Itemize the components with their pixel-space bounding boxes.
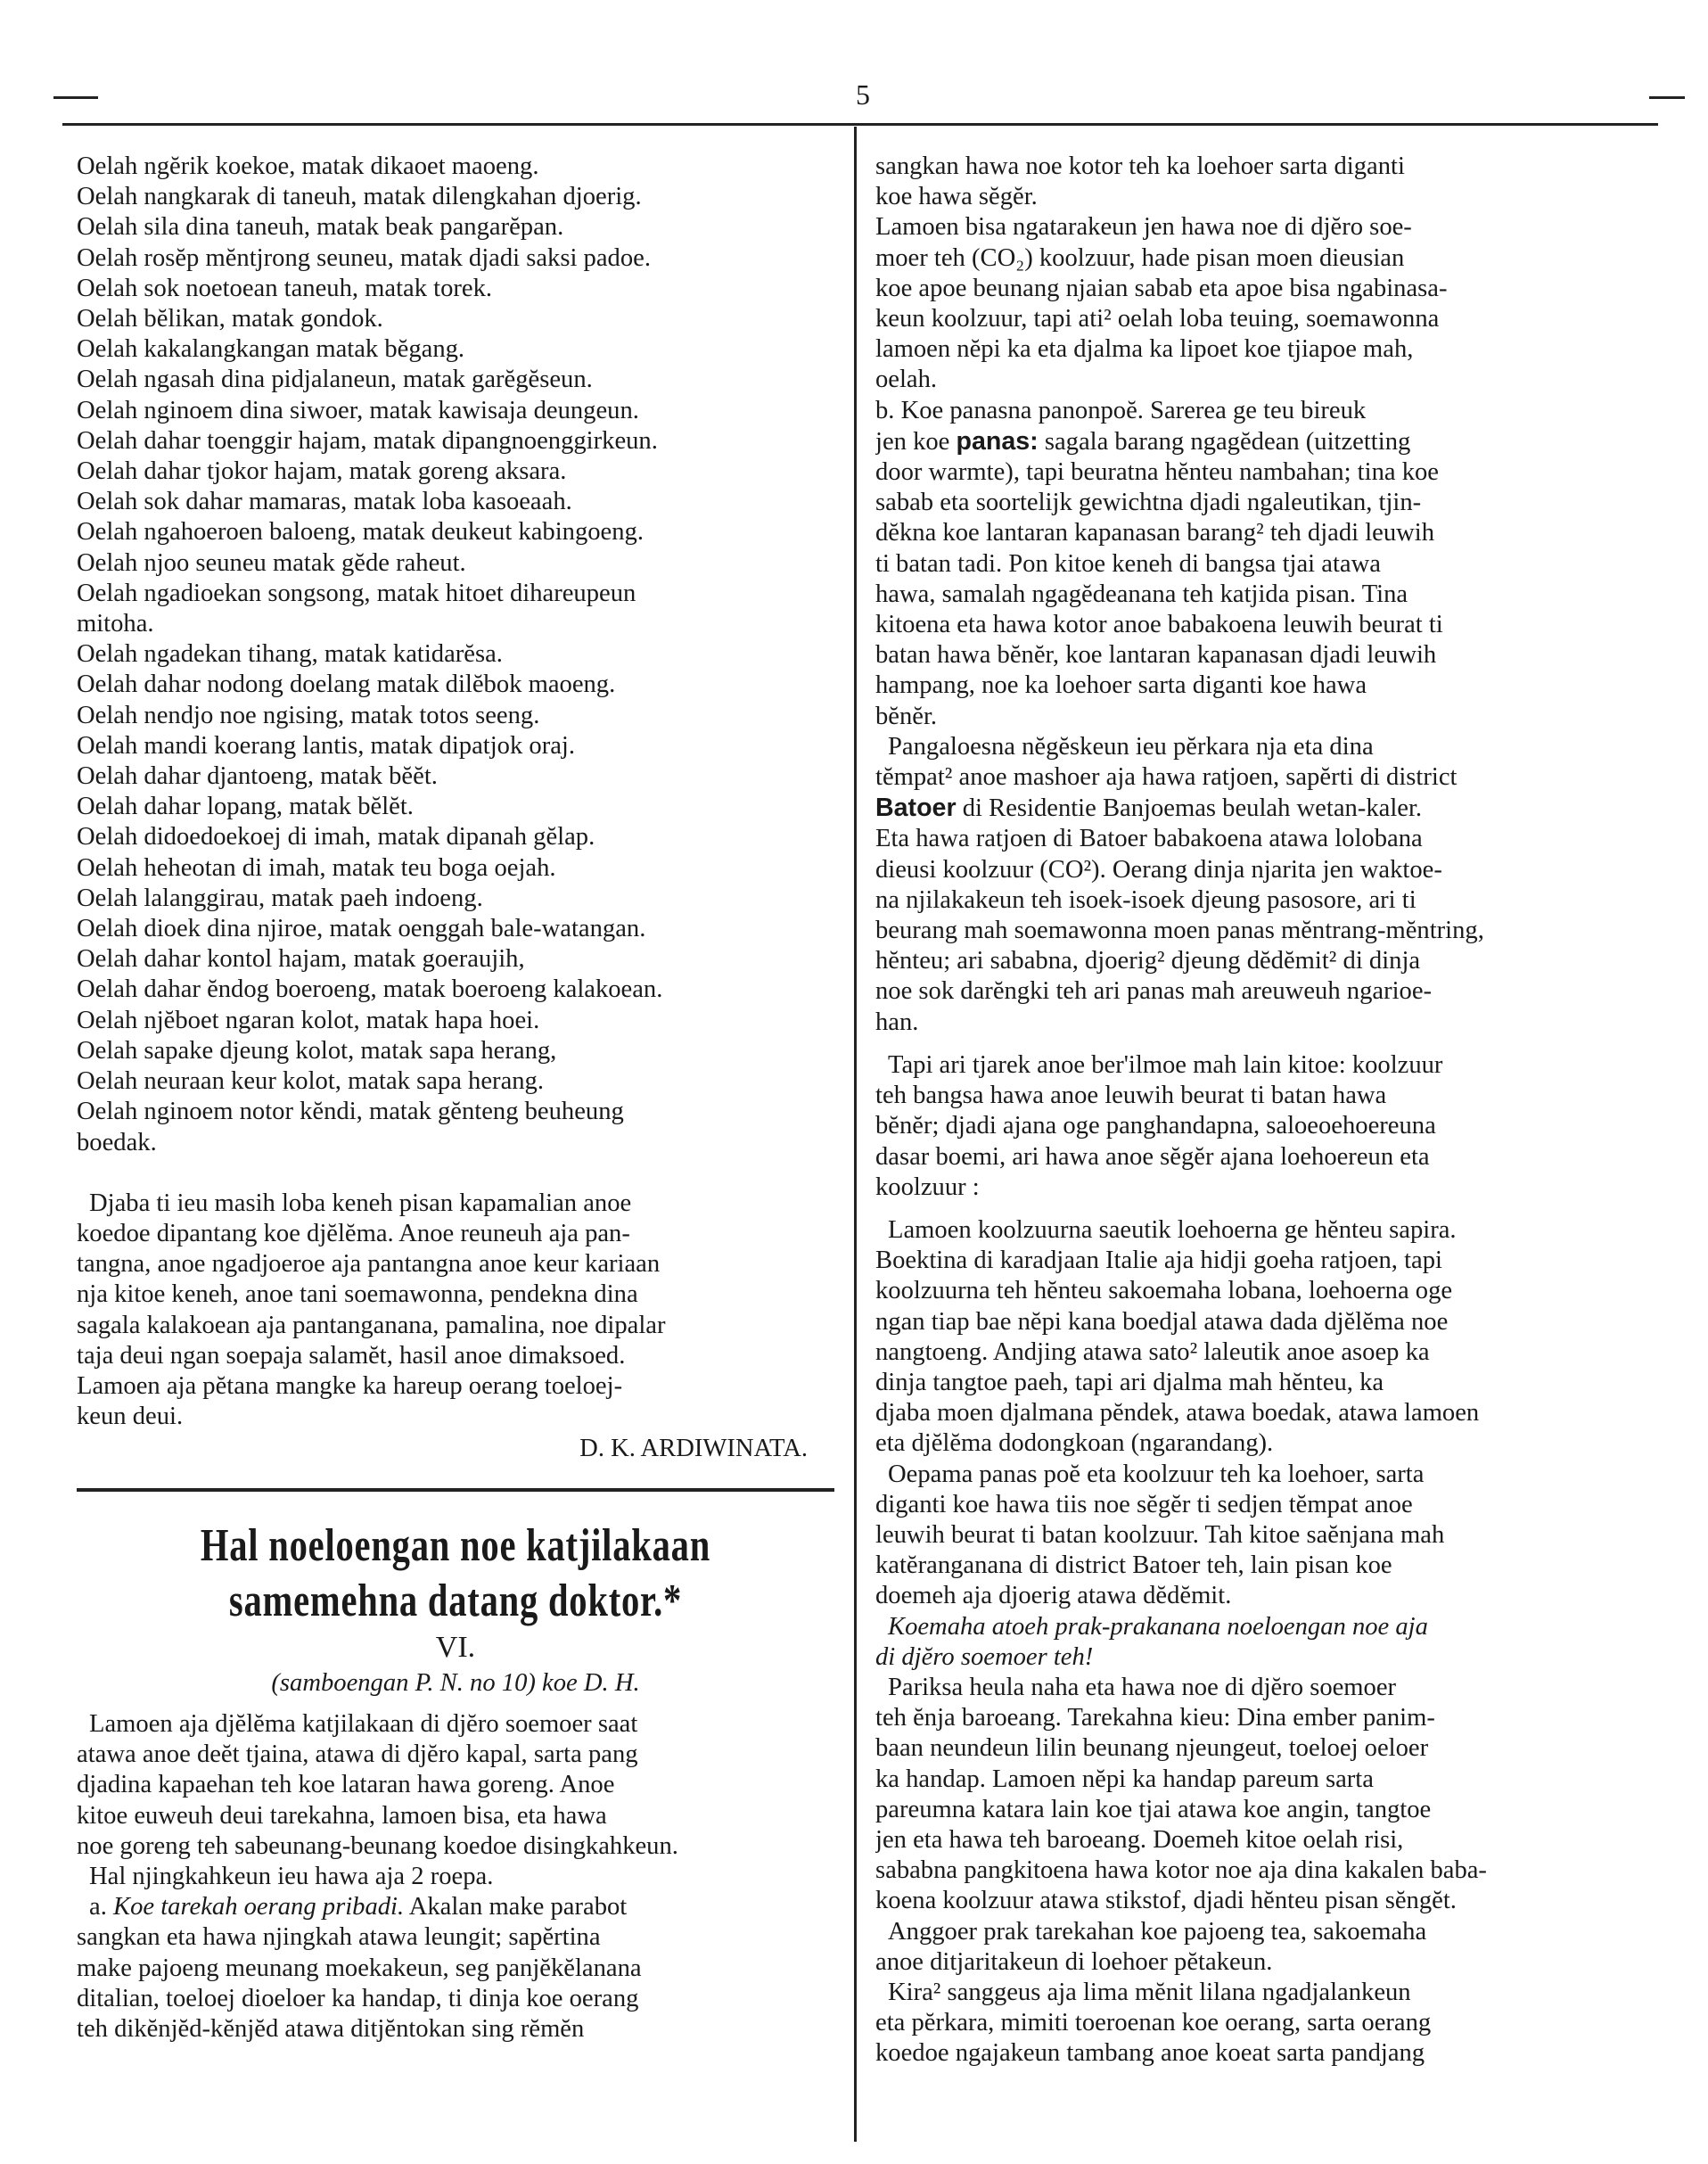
proverb-line: Oelah didoedoekoej di imah, matak dipanah gĕlap. xyxy=(77,823,595,852)
paragraph-line: Lamoen aja pĕtana mangke ka hareup oerang toeloej- xyxy=(77,1371,623,1400)
proverb-line: Oelah ngĕrik koekoe, matak dikaoet maoeng. xyxy=(77,152,539,180)
paragraph-oepama xyxy=(875,1460,1642,1612)
paragraph-line: ka handap. Lamoen nĕpi ka handap pareum sarta xyxy=(875,1765,1374,1793)
article-paragraph-2: Hal njingkahkeun ieu hawa aja 2 roepa. xyxy=(89,1862,494,1890)
proverb-line: Oelah ngadioekan songsong, matak hitoet dihareupeun xyxy=(77,579,636,607)
proverb-line: Oelah ngadekan tihang, matak katidarĕsa. xyxy=(77,640,503,669)
emphasis-batoer: Batoer xyxy=(875,794,957,823)
proverb-line: boedak. xyxy=(77,1128,157,1156)
paragraph-line: katĕranganana di district Batoer teh, lain pisan koe xyxy=(875,1551,1392,1580)
paragraph-line: b. Koe panasna panonpoĕ. Sarerea ge teu bireuk xyxy=(875,396,1367,424)
paragraph-line: koedoe dipantang koe djĕlĕma. Anoe reuneuh aja pan- xyxy=(77,1219,630,1247)
proverb-line: Oelah dahar nodong doelang matak dilĕbok maoeng. xyxy=(77,671,616,699)
proverb-line: Oelah nginoem notor kĕndi, matak gĕnteng beuheung xyxy=(77,1098,624,1126)
proverb-line: Oelah nginoem dina siwoer, matak kawisaja deungeun. xyxy=(77,396,639,424)
header-divider xyxy=(62,123,1658,126)
paragraph-line: koena koolzuur atawa stikstof, djadi hĕnteu pisan sĕngĕt. xyxy=(875,1887,1457,1915)
article-separator xyxy=(77,1488,834,1492)
paragraph-line: bĕnĕr; djadi ajana oge panghandapna, saloeoehoereuna xyxy=(875,1112,1436,1140)
paragraph-line: make pajoeng meunang moekakeun, seg panjĕkĕlanana xyxy=(77,1954,642,1982)
paragraph-line: hampang, noe ka loehoer sarta diganti koe hawa xyxy=(875,671,1367,700)
proverb-line: Oelah sok dahar mamaras, matak loba kasoeaah. xyxy=(77,488,572,516)
header-rule-right xyxy=(1649,96,1685,99)
proverb-line: Oelah sapake djeung kolot, matak sapa herang, xyxy=(77,1036,557,1065)
paragraph-line: tĕmpat² anoe mashoer aja hawa ratjoen, sapĕrti di district xyxy=(875,763,1458,792)
header-rule-left xyxy=(53,96,98,99)
left-column xyxy=(77,152,834,2045)
paragraph-pangaloesna xyxy=(875,732,1642,1038)
paragraph-line: koolzuur : xyxy=(875,1173,980,1201)
paragraph-line: beurang mah soemawonna moen panas mĕntrang-mĕntring, xyxy=(875,917,1484,945)
paragraph-koemaha xyxy=(875,1612,1642,1673)
column-divider xyxy=(854,127,857,2142)
paragraph-line: hĕnteu; ari sababna, djoerig² djeung dĕdĕmit² di dinja xyxy=(875,947,1421,975)
paragraph-line: koe apoe beunang njaian sabab eta apoe bisa ngabinasa- xyxy=(875,274,1448,302)
paragraph-line: koolzuurna teh hĕnteu sakoemaha lobana, loehoerna oge xyxy=(875,1277,1453,1305)
paragraph-b-panas xyxy=(875,396,1642,732)
paragraph-line: Kira² sanggeus aja lima mĕnit lilana ngadjalankeun xyxy=(888,1978,1411,2006)
proverb-line: Oelah sila dina taneuh, matak beak pangarĕpan. xyxy=(77,213,564,242)
paragraph-line: kitoe euweuh deui tarekahna, lamoen bisa, eta hawa xyxy=(77,1801,607,1830)
article-number: VI. xyxy=(435,1630,476,1664)
paragraph-line: atawa anoe deĕt tjaina, atawa di djĕro kapal, sarta pang xyxy=(77,1740,638,1769)
proverb-line: Oelah nendjo noe ngising, matak totos seeng. xyxy=(77,701,540,729)
paragraph-line: Lamoen bisa ngatarakeun jen hawa noe di djĕro soe- xyxy=(875,213,1412,242)
paragraph-line: dasar boemi, ari hawa anoe sĕgĕr ajana loehoereun eta xyxy=(875,1142,1430,1171)
paragraph-line: Pangaloesna nĕgĕskeun ieu pĕrkara nja eta dina xyxy=(888,732,1374,761)
proverb-line: mitoha. xyxy=(77,610,154,638)
paragraph-line: nangtoeng. Andjing atawa sato² laleutik anoe asoep ka xyxy=(875,1337,1430,1366)
paragraph-line: eta djĕlĕma dodongkoan (ngarandang). xyxy=(875,1429,1274,1458)
paragraph-line: leuwih beurat ti batan koolzuur. Tah kitoe saĕnjana mah xyxy=(875,1520,1445,1549)
paragraph-line: kitoena eta hawa kotor anoe babakoena leuwih beurat ti xyxy=(875,611,1443,639)
right-column xyxy=(875,152,1642,2069)
proverb-line: Oelah neuraan keur kolot, matak sapa herang. xyxy=(77,1067,544,1096)
closing-paragraph xyxy=(77,1189,834,1433)
paragraph-line: batan hawa bĕnĕr, koe lantaran kapanasan djadi leuwih xyxy=(875,641,1437,670)
proverb-line: Oelah njĕboet ngaran kolot, matak hapa hoei. xyxy=(77,1006,540,1034)
paragraph-line: Anggoer prak tarekahan koe pajoeng tea, sakoemaha xyxy=(888,1917,1427,1946)
paragraph-line: moer teh (CO₂) koolzuur, hade pisan moen dieusian xyxy=(875,243,1405,272)
paragraph-kira xyxy=(875,1978,1642,2069)
page-number: 5 xyxy=(856,78,870,111)
paragraph-line: doemeh aja djoerig atawa dĕdĕmit. xyxy=(875,1582,1232,1610)
paragraph-line: Djaba ti ieu masih loba keneh pisan kapamalian anoe xyxy=(89,1189,632,1217)
paragraph-line: anoe ditjaritakeun di loehoer pĕtakeun. xyxy=(875,1947,1273,1976)
paragraph-line: pareumna katara lain koe tjai atawa koe angin, tangtoe xyxy=(875,1795,1432,1823)
paragraph-line: na njilakakeun teh isoek-isoek djeung pasosore, ari ti xyxy=(875,885,1416,914)
proverb-line: Oelah dahar lopang, matak bĕlĕt. xyxy=(77,793,414,821)
proverb-line: Oelah mandi koerang lantis, matak dipatjok oraj. xyxy=(77,731,576,760)
paragraph-line: dĕkna koe lantaran kapanasan barang² teh djadi leuwih xyxy=(875,519,1435,547)
paragraph-line: ngan tiap bae nĕpi kana boedjal atawa dada djĕlĕma noe xyxy=(875,1307,1449,1336)
article-paragraph-1 xyxy=(77,1709,834,1862)
paragraph-line: noe sok darĕngki teh ari panas mah areuweuh ngarioe- xyxy=(875,977,1433,1006)
paragraph-line: bĕnĕr. xyxy=(875,702,938,730)
proverb-line: Oelah dahar djantoeng, matak bĕĕt. xyxy=(77,762,438,791)
paragraph-line: sagala kalakoean aja pantanganana, pamalina, noe dipalar xyxy=(77,1311,666,1339)
paragraph-line: teh dikĕnjĕd-kĕnjĕd atawa ditjĕntokan sing rĕmĕn xyxy=(77,2014,585,2043)
paragraph-line: Lamoen aja djĕlĕma katjilakaan di djĕro soemoer saat xyxy=(89,1709,638,1738)
paragraph-line: dieusi koolzuur (CO²). Oerang dinja njarita jen waktoe- xyxy=(875,855,1442,884)
paragraph-line: baan neundeun lilin beunang njeungeut, toeloej oeloer xyxy=(875,1734,1429,1763)
paragraph-line: han. xyxy=(875,1008,919,1036)
proverb-line: Oelah nangkarak di taneuh, matak dilengkahan djoerig. xyxy=(77,183,642,211)
paragraph-line: Oepama panas poĕ eta koolzuur teh ka loehoer, sarta xyxy=(888,1460,1425,1488)
paragraph-line: tangna, anoe ngadjoeroe aja pantangna anoe keur kariaan xyxy=(77,1250,661,1279)
paragraph-koolzuur xyxy=(875,152,1642,396)
author-signature: D. K. ARDIWINATA. xyxy=(579,1435,808,1463)
paragraph-line: door warmte), tapi beuratna hĕnteu nambahan; tina koe xyxy=(875,458,1439,487)
paragraph-line: sabab eta soortelijk gewichtna djadi ngaleutikan, tjin- xyxy=(875,489,1422,517)
proverb-line: Oelah dahar kontol hajam, matak goeraujih, xyxy=(77,945,525,974)
proverb-line: Oelah heheotan di imah, matak teu boga oejah. xyxy=(77,853,556,882)
article-subtitle: (samboengan P. N. no 10) koe D. H. xyxy=(271,1668,640,1697)
proverb-line: Oelah sok noetoean taneuh, matak torek. xyxy=(77,274,493,302)
paragraph-line: lamoen nĕpi ka eta djalma ka lipoet koe tjiapoe mah, xyxy=(875,335,1414,364)
page-header xyxy=(36,78,1685,114)
paragraph-line: nja kitoe keneh, anoe tani soemawonna, pendekna dina xyxy=(77,1280,638,1309)
paragraph-line: noe goreng teh sabeunang-beunang koedoe disingkahkeun. xyxy=(77,1831,678,1860)
paragraph-anggoer xyxy=(875,1917,1642,1978)
proverb-line: Oelah ngahoeroen baloeng, matak deukeut kabingoeng. xyxy=(77,518,644,547)
paragraph-line: sababna pangkitoena hawa kotor noe aja dina kakalen baba- xyxy=(875,1856,1487,1885)
proverb-line: Oelah bĕlikan, matak gondok. xyxy=(77,305,383,333)
proverb-line: Oelah kakalangkangan matak bĕgang. xyxy=(77,335,465,364)
paragraph-lamoen xyxy=(875,1215,1642,1460)
paragraph-line: Koemaha atoeh prak-prakanana noeloengan noe aja xyxy=(888,1612,1428,1641)
proverb-list xyxy=(77,152,834,1158)
proverb-line: Oelah njoo seuneu matak gĕde raheut. xyxy=(77,548,466,577)
proverb-line: Oelah ngasah dina pidjalaneun, matak garĕgĕseun. xyxy=(77,366,593,394)
paragraph-line: diganti koe hawa tiis noe sĕgĕr ti sedjen tĕmpat anoe xyxy=(875,1490,1413,1518)
proverb-line: Oelah rosĕp mĕntjrong seuneu, matak djadi saksi padoe. xyxy=(77,243,651,272)
article-paragraph-3 xyxy=(77,1892,834,2045)
paragraph-line: ti batan tadi. Pon kitoe keneh di bangsa tjai atawa xyxy=(875,549,1381,578)
paragraph-line: Batoer di Residentie Banjoemas beulah wetan-kaler. xyxy=(875,794,1423,823)
paragraph-line: keun koolzuur, tapi ati² oelah loba teuing, soemawonna xyxy=(875,305,1440,333)
paragraph-line: hawa, samalah ngagĕdeanana teh katjida pisan. Tina xyxy=(875,580,1408,608)
article-title-line-2: samemehna datang doktor.* xyxy=(228,1575,683,1626)
paragraph-line: Lamoen koolzuurna saeutik loehoerna ge hĕnteu sapira. xyxy=(888,1215,1457,1244)
item-label: a. xyxy=(89,1893,107,1921)
proverb-line: Oelah dioek dina njiroe, matak oenggah bale-watangan. xyxy=(77,915,646,943)
paragraph-line: koedoe ngajakeun tambang anoe koeat sarta pandjang xyxy=(875,2039,1425,2068)
item-text-first: Akalan make parabot xyxy=(404,1893,628,1921)
paragraph-line: sangkan hawa noe kotor teh ka loehoer sarta diganti xyxy=(875,152,1405,180)
paragraph-line: koe hawa sĕgĕr. xyxy=(875,183,1038,211)
paragraph-line: oelah. xyxy=(875,366,938,394)
paragraph-tapi xyxy=(875,1050,1642,1203)
paragraph-line: djaba moen djalmana pĕndek, atawa boedak, atawa lamoen xyxy=(875,1399,1480,1428)
paragraph-line: teh ĕnja baroeang. Tarekahna kieu: Dina ember panim- xyxy=(875,1704,1435,1732)
item-heading: Koe tarekah oerang pribadi. xyxy=(113,1893,405,1921)
paragraph-line: eta pĕrkara, mimiti toeroenan koe oerang, sarta oerang xyxy=(875,2009,1432,2037)
paragraph-line: djadina kapaehan teh koe lataran hawa goreng. Anoe xyxy=(77,1771,615,1799)
paragraph-line: Eta hawa ratjoen di Batoer babakoena atawa lolobana xyxy=(875,825,1423,853)
proverb-line: Oelah lalanggirau, matak paeh indoeng. xyxy=(77,884,483,912)
proverb-line: Oelah dahar tjokor hajam, matak goreng aksara. xyxy=(77,457,567,486)
paragraph-line: sangkan eta hawa njingkah atawa leungit; sapĕrtina xyxy=(77,1923,601,1952)
paragraph-line: Tapi ari tjarek anoe ber'ilmoe mah lain kitoe: koolzuur xyxy=(888,1050,1443,1079)
paragraph-line: ditalian, toeloej dioeloer ka handap, ti dinja koe oerang xyxy=(77,1984,639,2012)
proverb-line: Oelah dahar ĕndog boeroeng, matak boeroeng kalakoean. xyxy=(77,975,663,1004)
paragraph-line: jen eta hawa teh baroeang. Doemeh kitoe oelah risi, xyxy=(875,1825,1404,1854)
emphasis-panas: panas: xyxy=(956,426,1039,456)
paragraph-line: taja deui ngan soepaja salamĕt, hasil anoe dimaksoed. xyxy=(77,1341,626,1370)
article-title-line-1: Hal noeloengan noe katjilakaan xyxy=(200,1519,711,1571)
proverb-line: Oelah dahar toenggir hajam, matak dipangnoenggirkeun. xyxy=(77,426,658,455)
paragraph-line: jen koe panas: sagala barang ngagĕdean (uitzetting xyxy=(875,426,1411,456)
paragraph-line: dinja tangtoe paeh, tapi ari djalma mah hĕnteu, ka xyxy=(875,1368,1384,1396)
paragraph-line: keun deui. xyxy=(77,1403,184,1431)
paragraph-line: teh bangsa hawa anoe leuwih beurat ti batan hawa xyxy=(875,1082,1387,1110)
paragraph-line: di djĕro soemoer teh! xyxy=(875,1642,1094,1671)
paragraph-pariksa xyxy=(875,1673,1642,1917)
paragraph-line: Boektina di karadjaan Italie aja hidji goeha ratjoen, tapi xyxy=(875,1247,1442,1275)
paragraph-line: Pariksa heula naha eta hawa noe di djĕro soemoer xyxy=(888,1673,1397,1701)
